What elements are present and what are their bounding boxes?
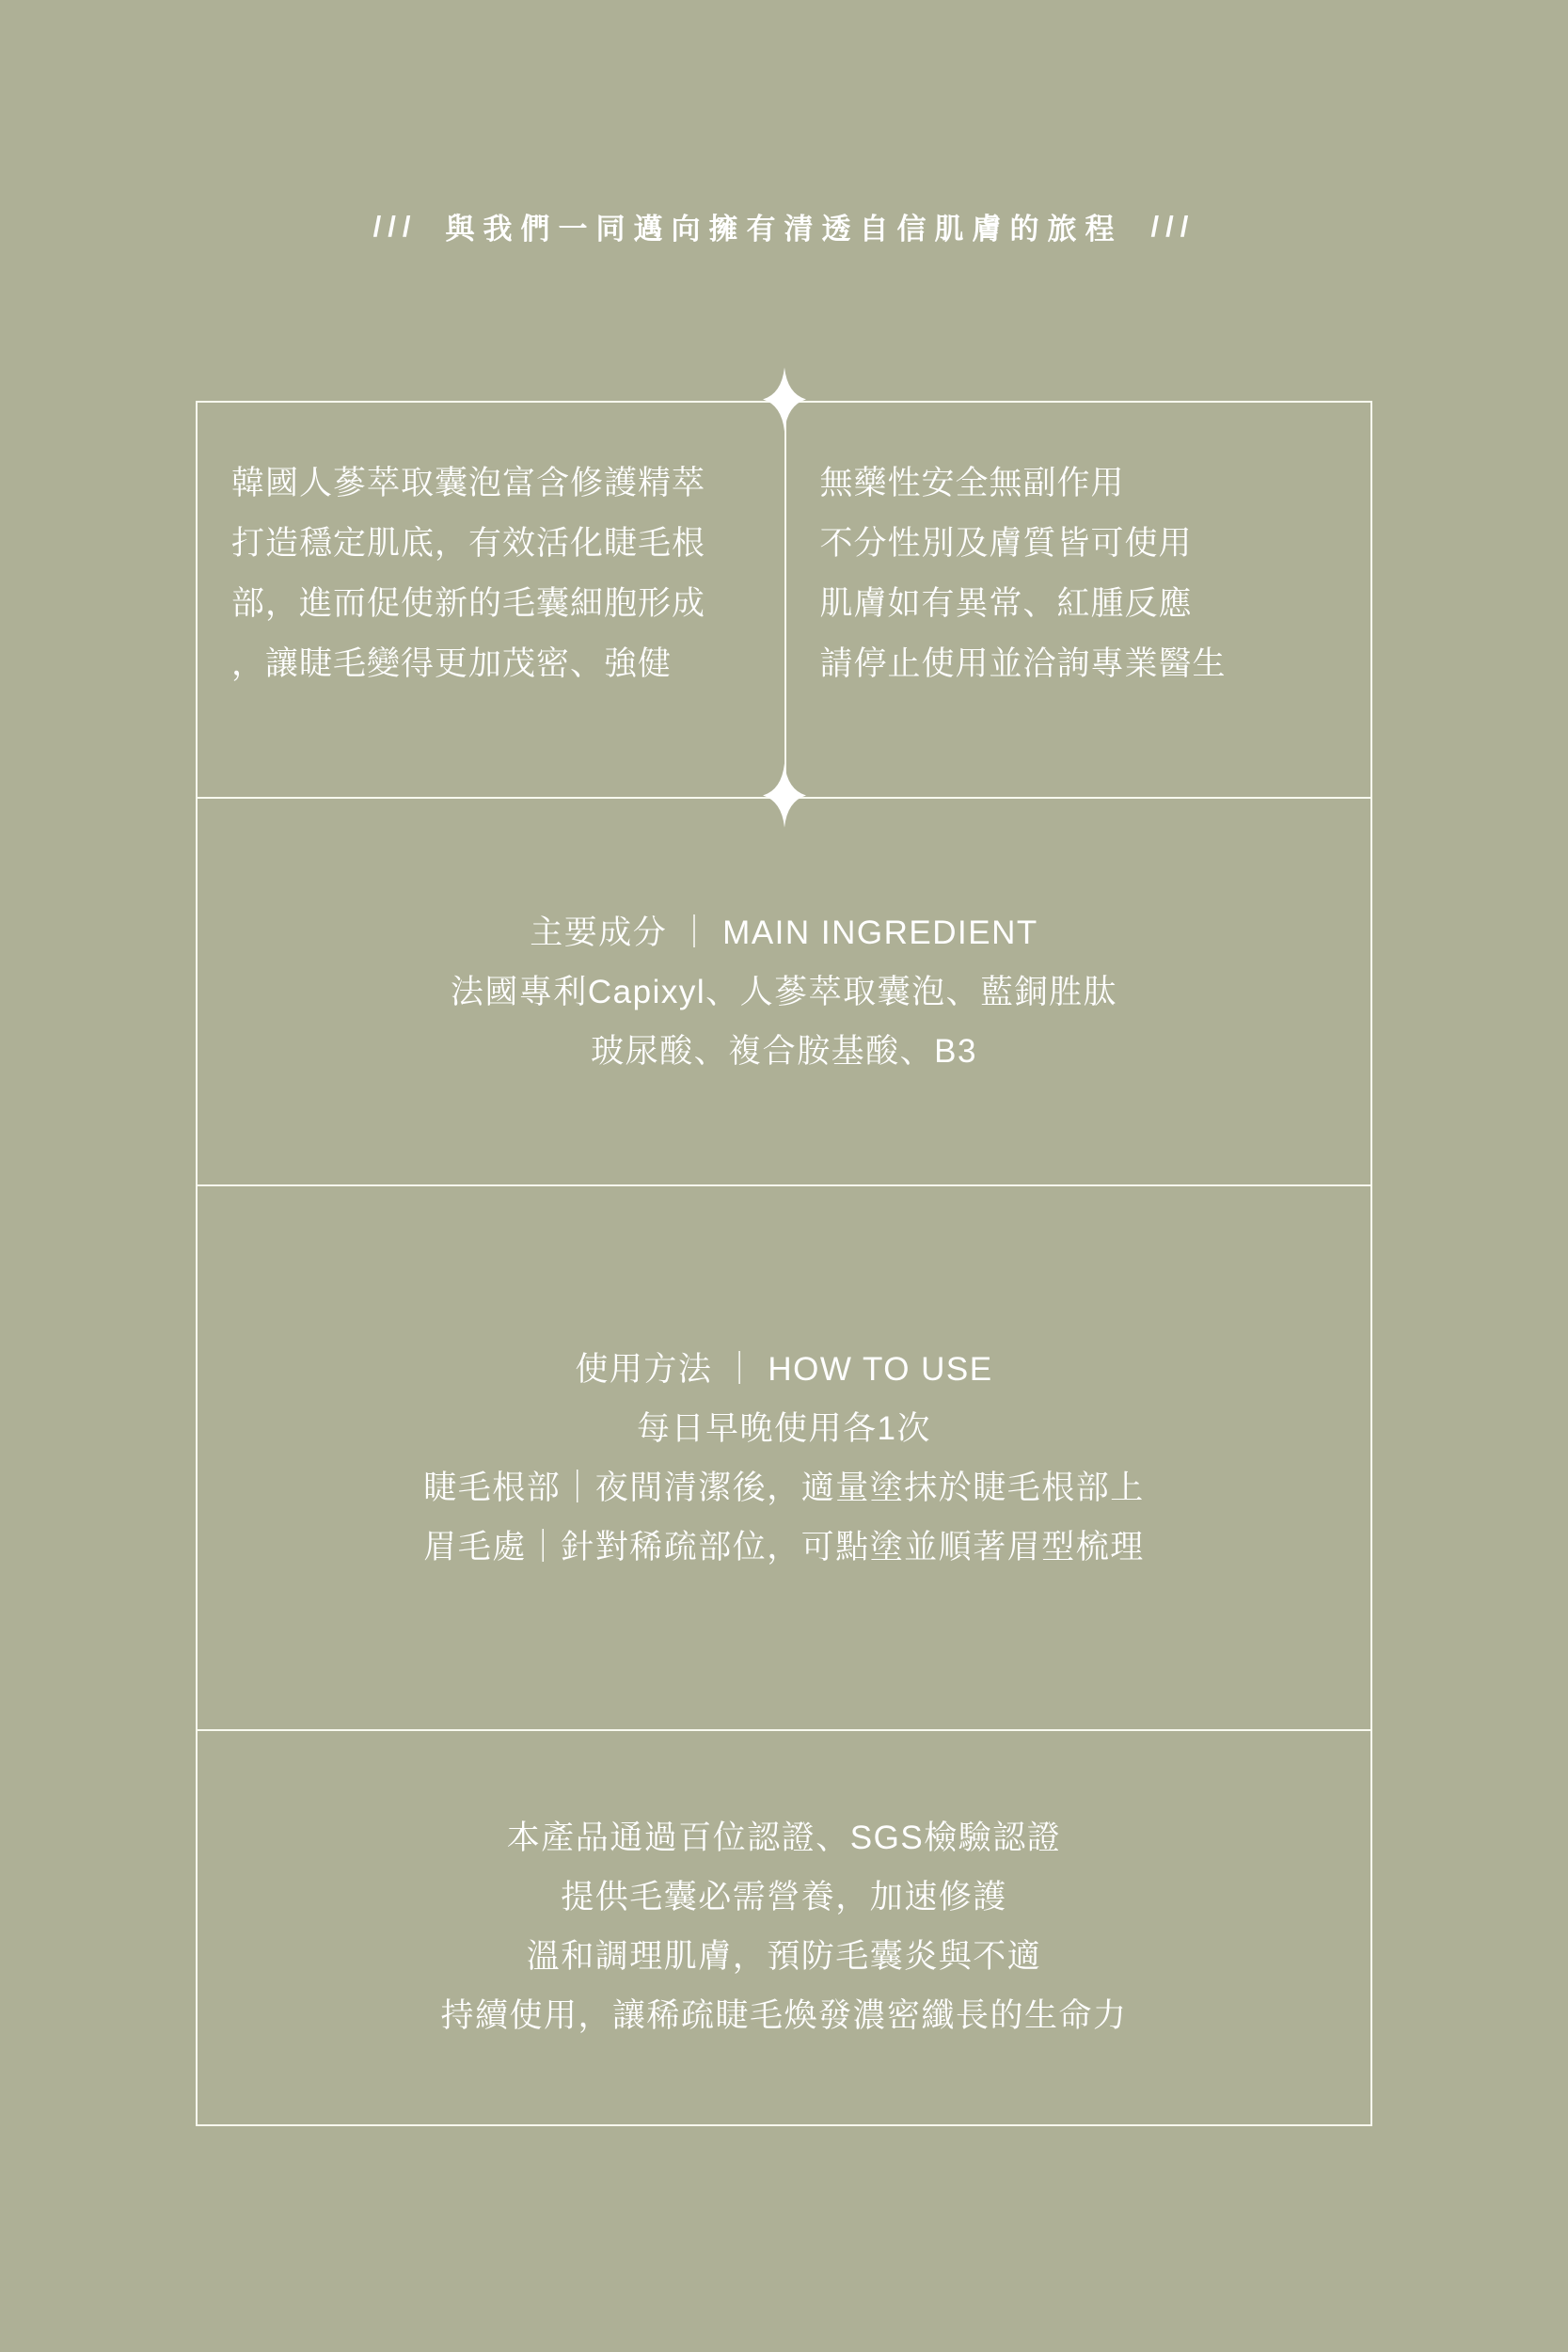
text-line: 眉毛處｜針對稀疏部位，可點塗並順著眉型梳理 (423, 1528, 1145, 1565)
text-line: 提供毛囊必需營養，加速修護 (561, 1878, 1007, 1915)
text-line: 法國專利Capixyl、人蔘萃取囊泡、藍銅胜肽 (450, 973, 1118, 1010)
text-line: 請停止使用並洽詢專業醫生 (819, 645, 1227, 682)
certification-section (198, 1729, 1370, 2122)
header-title: 與我們一同邁向擁有清透自信肌膚的旅程 (445, 213, 1123, 246)
usage-title: 使用方法 ｜ HOW TO USE (575, 1350, 993, 1388)
ingredients-title: 主要成分 ｜ MAIN INGREDIENT (530, 914, 1038, 951)
ingredients-section (198, 797, 1370, 1184)
text-line: 持續使用，讓稀疏睫毛煥發濃密纖長的生命力 (440, 1996, 1128, 2034)
text-line: 不分性別及膚質皆可使用 (819, 525, 1193, 562)
triple-slash-right-icon: /// (1150, 209, 1196, 243)
intro-right-text (784, 403, 1371, 797)
usage-section (198, 1184, 1370, 1729)
intro-section (198, 403, 1370, 797)
header-tagline (0, 205, 1568, 247)
text-line: 玻尿酸、複合胺基酸、B3 (591, 1032, 977, 1070)
text-line: 溫和調理肌膚，預防毛囊炎與不適 (526, 1937, 1042, 1975)
text-line: 部，進而促使新的毛囊細胞形成 (231, 585, 706, 622)
info-panel (196, 401, 1372, 2126)
text-line: 本產品通過百位認證、SGS檢驗認證 (506, 1819, 1062, 1856)
text-line: ，讓睫毛變得更加茂密、強健 (231, 645, 673, 682)
text-line: 每日早晚使用各1次 (637, 1409, 931, 1447)
text-line: 肌膚如有異常、紅腫反應 (819, 585, 1193, 622)
triple-slash-left-icon: /// (372, 209, 418, 243)
text-line: 無藥性安全無副作用 (819, 465, 1125, 501)
text-line: 睫毛根部｜夜間清潔後，適量塗抹於睫毛根部上 (423, 1469, 1145, 1506)
text-line: 韓國人蔘萃取囊泡富含修護精萃 (231, 465, 706, 501)
intro-left-text (198, 403, 784, 797)
text-line: 打造穩定肌底，有效活化睫毛根 (231, 525, 706, 562)
